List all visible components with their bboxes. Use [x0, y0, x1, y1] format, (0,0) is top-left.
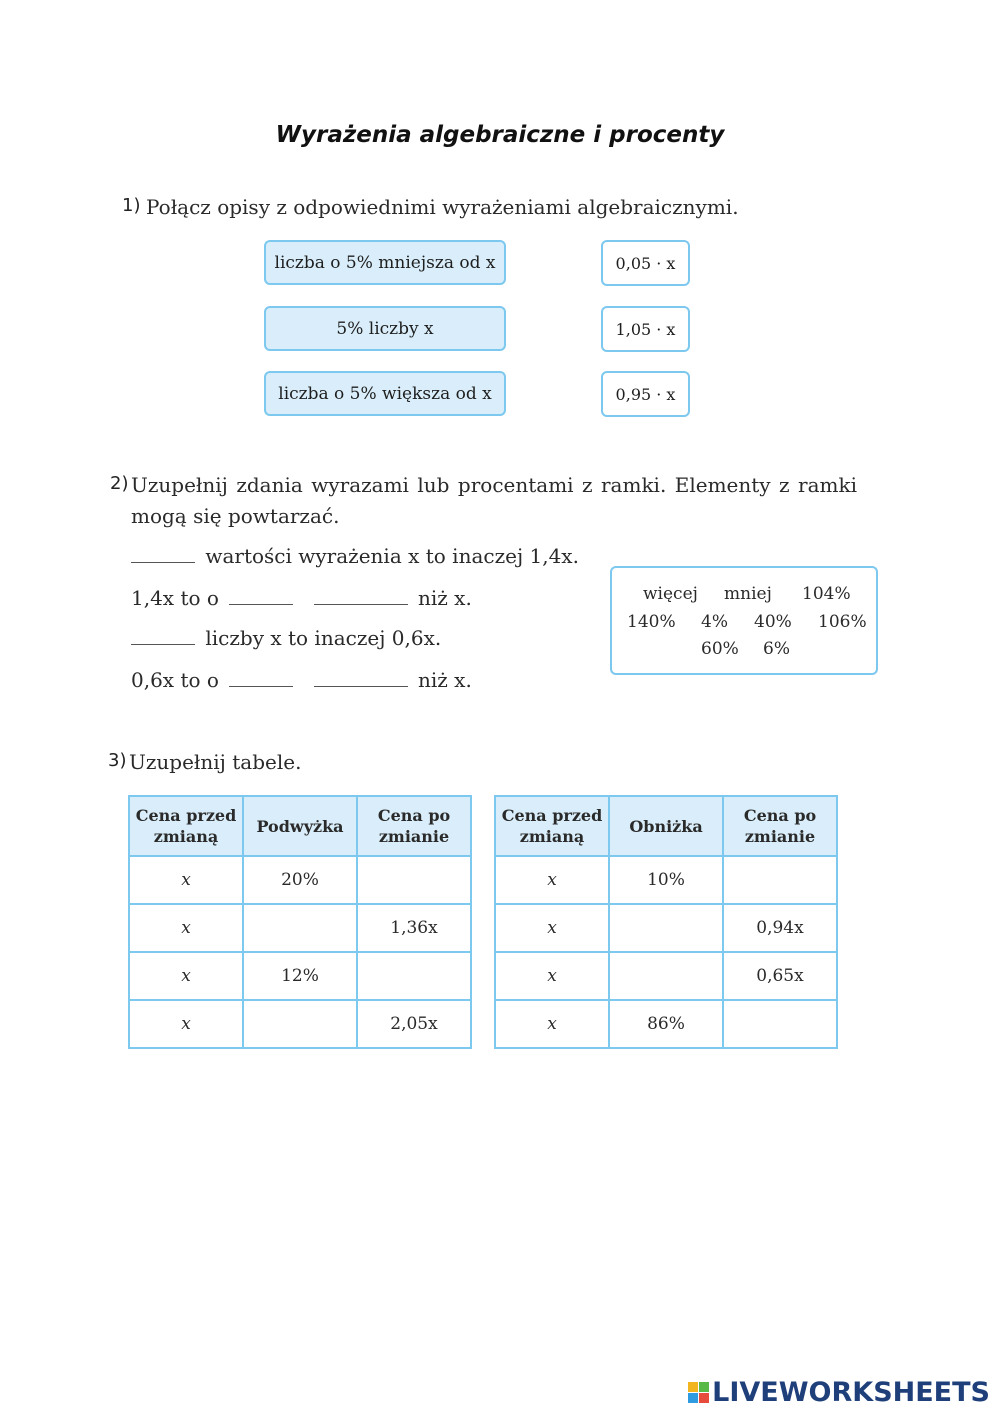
table-cell: 20% — [243, 856, 357, 904]
sentence-text: wartości wyrażenia x to inaczej 1,4x. — [205, 544, 579, 568]
table-row — [495, 904, 837, 952]
table-cell: x — [129, 856, 243, 904]
question-1-number: 1) — [122, 195, 141, 216]
word-bank-item[interactable]: 106% — [818, 612, 867, 632]
question-2-text-line1: Uzupełnij zdania wyrazami lub procentami z ramki. Elementy z ramki — [131, 473, 857, 497]
word-bank — [610, 566, 878, 675]
expression-box[interactable] — [601, 306, 690, 352]
table-cell: x — [495, 856, 609, 904]
sentence-2 — [131, 586, 472, 610]
word-bank-item[interactable]: 104% — [802, 584, 851, 604]
description-box[interactable] — [264, 240, 506, 285]
table-cell: x — [495, 1000, 609, 1048]
question-3-number: 3) — [108, 750, 127, 771]
table-header: Podwyżka — [243, 796, 357, 856]
word-bank-item[interactable]: 140% — [627, 612, 676, 632]
liveworksheets-logo — [688, 1377, 990, 1408]
description-box[interactable] — [264, 306, 506, 351]
answer-blank[interactable] — [131, 561, 195, 563]
table-cell: x — [129, 904, 243, 952]
logo-icon — [688, 1382, 709, 1403]
sentence-text: niż x. — [418, 668, 472, 692]
table-row — [129, 856, 471, 904]
sentence-text: liczby x to inaczej 0,6x. — [205, 626, 442, 650]
table-cell: 2,05x — [357, 1000, 471, 1048]
answer-cell[interactable] — [357, 952, 471, 1000]
description-label: 5% liczby x — [336, 318, 434, 339]
table-row — [129, 904, 471, 952]
answer-cell[interactable] — [609, 952, 723, 1000]
table-header: Cena po zmianie — [723, 796, 837, 856]
price-decrease-table — [494, 795, 838, 1049]
table-cell: x — [495, 952, 609, 1000]
table-cell: x — [495, 904, 609, 952]
logo-text: LIVEWORKSHEETS — [712, 1377, 990, 1408]
sentence-4 — [131, 668, 472, 692]
word-bank-item[interactable]: mniej — [724, 584, 772, 604]
expression-box[interactable] — [601, 240, 690, 286]
price-increase-table — [128, 795, 472, 1049]
table-row — [495, 856, 837, 904]
table-cell: 1,36x — [357, 904, 471, 952]
word-bank-item[interactable]: 40% — [754, 612, 792, 632]
answer-blank[interactable] — [131, 643, 195, 645]
answer-cell[interactable] — [723, 856, 837, 904]
answer-blank[interactable] — [229, 685, 293, 687]
question-2-text-line2: mogą się powtarzać. — [131, 504, 340, 528]
table-cell: 0,94x — [723, 904, 837, 952]
expression-box[interactable] — [601, 371, 690, 417]
expression-label: 1,05 · x — [615, 319, 676, 339]
sentence-text: 0,6x to o — [131, 668, 219, 692]
description-box[interactable] — [264, 371, 506, 416]
table-cell: x — [129, 1000, 243, 1048]
table-cell: 0,65x — [723, 952, 837, 1000]
word-bank-item[interactable]: 60% — [701, 639, 739, 659]
question-2-number: 2) — [110, 473, 129, 494]
answer-cell[interactable] — [243, 1000, 357, 1048]
sentence-3 — [131, 626, 441, 650]
table-header: Obniżka — [609, 796, 723, 856]
word-bank-item[interactable]: 6% — [763, 639, 790, 659]
table-row — [129, 952, 471, 1000]
expression-label: 0,05 · x — [615, 253, 676, 273]
answer-cell[interactable] — [723, 1000, 837, 1048]
table-row — [129, 1000, 471, 1048]
table-header-row — [129, 796, 471, 856]
table-row — [495, 952, 837, 1000]
answer-blank[interactable] — [314, 685, 408, 687]
sentence-text: 1,4x to o — [131, 586, 219, 610]
table-header: Cena przed zmianą — [495, 796, 609, 856]
table-row — [495, 1000, 837, 1048]
answer-cell[interactable] — [357, 856, 471, 904]
table-header-row — [495, 796, 837, 856]
answer-blank[interactable] — [229, 603, 293, 605]
answer-cell[interactable] — [609, 904, 723, 952]
word-bank-item[interactable]: więcej — [643, 584, 698, 604]
page-title: Wyrażenia algebraiczne i procenty — [275, 122, 725, 148]
table-cell: 10% — [609, 856, 723, 904]
description-label: liczba o 5% mniejsza od x — [274, 252, 496, 273]
table-header: Cena przed zmianą — [129, 796, 243, 856]
question-1-text: Połącz opisy z odpowiednimi wyrażeniami algebraicznymi. — [146, 195, 739, 219]
answer-blank[interactable] — [314, 603, 408, 605]
question-3-text: Uzupełnij tabele. — [129, 750, 302, 774]
description-label: liczba o 5% większa od x — [278, 383, 492, 404]
word-bank-item[interactable]: 4% — [701, 612, 728, 632]
table-cell: 86% — [609, 1000, 723, 1048]
expression-label: 0,95 · x — [615, 384, 676, 404]
table-header: Cena po zmianie — [357, 796, 471, 856]
sentence-1 — [131, 544, 579, 568]
sentence-text: niż x. — [418, 586, 472, 610]
table-cell: 12% — [243, 952, 357, 1000]
table-cell: x — [129, 952, 243, 1000]
answer-cell[interactable] — [243, 904, 357, 952]
